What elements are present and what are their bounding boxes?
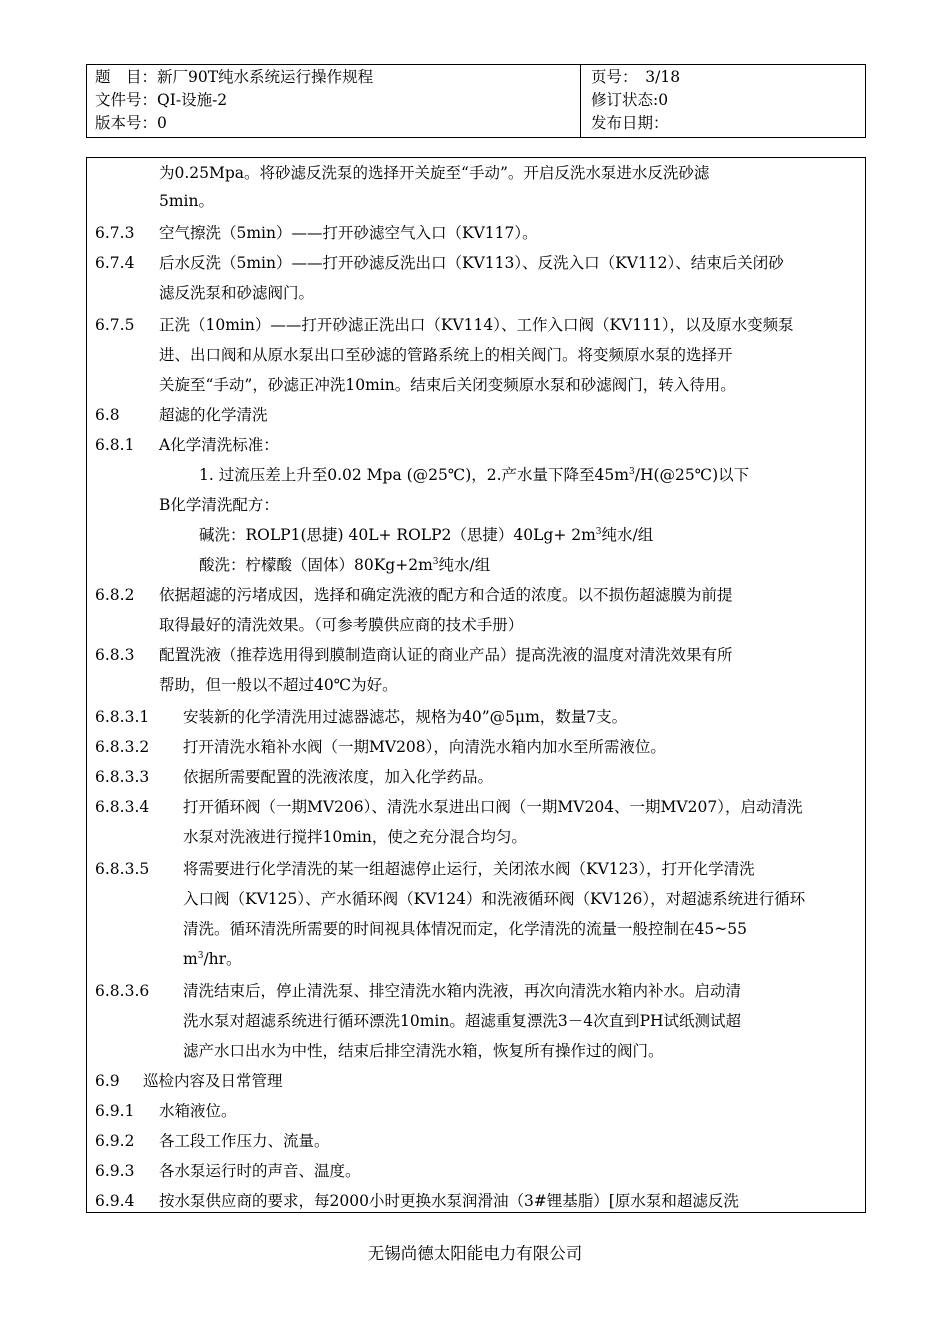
section-number: 6.9.2 bbox=[95, 1132, 135, 1150]
section-number: 6.9 bbox=[95, 1072, 120, 1090]
line-text: 水泵对洗液进行搅拌10min，使之充分混合均匀。 bbox=[183, 828, 527, 846]
line-text: B化学清洗配方： bbox=[159, 496, 279, 514]
line-text: 取得最好的清洗效果。（可参考膜供应商的技术手册） bbox=[159, 616, 524, 634]
section-number: 6.8.3.6 bbox=[95, 982, 150, 1000]
line-text: 各水泵运行时的声音、温度。 bbox=[159, 1162, 361, 1180]
doc-version: 版本号：0 bbox=[95, 114, 167, 132]
line-text: 帮助，但一般以不超过40℃为好。 bbox=[159, 676, 398, 694]
section-number: 6.8.1 bbox=[95, 436, 135, 454]
line-text: 滤产水口出水为中性，结束后排空清洗水箱，恢复所有操作过的阀门。 bbox=[183, 1042, 664, 1060]
section-number: 6.8.2 bbox=[95, 586, 135, 604]
header-divider bbox=[580, 65, 581, 137]
line-text: 打开清洗水箱补水阀（一期MV208），向清洗水箱内加水至所需液位。 bbox=[183, 738, 666, 756]
line-text: 巡检内容及日常管理 bbox=[143, 1072, 283, 1090]
line-text: 将需要进行化学清洗的某一组超滤停止运行，关闭浓水阀（KV123），打开化学清洗 bbox=[183, 860, 755, 878]
line-text: 进、出口阀和从原水泵出口至砂滤的管路系统上的相关阀门。将变频原水泵的选择开 bbox=[159, 346, 733, 364]
revision-status: 修订状态:0 bbox=[591, 91, 669, 109]
line-text: 清洗结束后，停止清洗泵、排空清洗水箱内洗液，再次向清洗水箱内补水。启动清 bbox=[183, 982, 742, 1000]
section-number: 6.8.3.4 bbox=[95, 798, 150, 816]
line-text: 按水泵供应商的要求，每2000小时更换水泵润滑油（3#锂基脂）[原水泵和超滤反洗 bbox=[159, 1192, 739, 1210]
line-text: 为0.25Mpa。将砂滤反洗泵的选择开关旋至“手动”。开启反洗水泵进水反洗砂滤 bbox=[159, 164, 710, 182]
line-text: 超滤的化学清洗 bbox=[159, 406, 268, 424]
line-text: 空气擦洗（5min）——打开砂滤空气入口（KV117）。 bbox=[159, 224, 538, 242]
section-number: 6.8 bbox=[95, 406, 120, 424]
line-text: 关旋至“手动”，砂滤正冲洗10min。结束后关闭变频原水泵和砂滤阀门，转入待用。 bbox=[159, 376, 736, 394]
section-number: 6.8.3 bbox=[95, 646, 135, 664]
company-footer: 无锡尚德太阳能电力有限公司 bbox=[367, 1244, 583, 1263]
content-box bbox=[86, 157, 866, 1213]
section-number: 6.9.3 bbox=[95, 1162, 135, 1180]
line-text: 配置洗液（推荐选用得到膜制造商认证的商业产品）提高洗液的温度对清洗效果有所 bbox=[159, 646, 733, 664]
section-number: 6.7.3 bbox=[95, 224, 135, 242]
doc-number: 文件号：QI-设施-2 bbox=[95, 91, 228, 109]
line-text: 5min。 bbox=[159, 192, 214, 210]
line-text: 各工段工作压力、流量。 bbox=[159, 1132, 330, 1150]
line-text: 碱洗：ROLP1(思捷) 40L+ ROLP2（思捷）$40Lg+ 2m^3$纯水/组 bbox=[199, 526, 654, 544]
release-date: 发布日期： bbox=[591, 114, 669, 132]
section-number: 6.8.3.1 bbox=[95, 708, 150, 726]
section-number: 6.8.3.2 bbox=[95, 738, 150, 756]
doc-title: 题 目：新厂90T纯水系统运行操作规程 bbox=[95, 68, 374, 86]
section-number: 6.7.4 bbox=[95, 254, 135, 272]
line-text: 入口阀（KV125）、产水循环阀（KV124）和洗液循环阀（KV126），对超滤系统进行循环 bbox=[183, 890, 806, 908]
line-text: 洗水泵对超滤系统进行循环漂洗10min。超滤重复漂洗3－4次直到PH试纸测试超 bbox=[183, 1012, 742, 1030]
line-text: 依据所需要配置的洗液浓度，加入化学药品。 bbox=[183, 768, 494, 786]
section-number: 6.9.1 bbox=[95, 1102, 135, 1120]
line-text: 正洗（10min）——打开砂滤正洗出口（KV114）、工作入口阀（KV111），以及原水变频泵 bbox=[159, 316, 794, 334]
line-text: 安装新的化学清洗用过滤器滤芯，规格为40”@5μm，数量7支。 bbox=[183, 708, 628, 726]
line-text: 水箱液位。 bbox=[159, 1102, 237, 1120]
section-number: 6.7.5 bbox=[95, 316, 135, 334]
document-header-table bbox=[86, 64, 866, 138]
line-text: 清洗。循环清洗所需要的时间视具体情况而定，化学清洗的流量一般控制在45~55 bbox=[183, 920, 747, 938]
section-number: 6.8.3.5 bbox=[95, 860, 150, 878]
line-text: 依据超滤的污堵成因，选择和确定洗液的配方和合适的浓度。以不损伤超滤膜为前提 bbox=[159, 586, 733, 604]
line-text: 滤反洗泵和砂滤阀门。 bbox=[159, 284, 315, 302]
line-text: 打开循环阀（一期MV206）、清洗水泵进出口阀（一期MV204、一期MV207），启动清洗 bbox=[183, 798, 803, 816]
line-text: A化学清洗标准： bbox=[159, 436, 279, 454]
line-text: 1. 过流压差上升至0.02 Mpa (@25℃)，2.产水量下降至$45m^3/H(@25℃)$以下 bbox=[199, 466, 750, 484]
section-number: 6.8.3.3 bbox=[95, 768, 150, 786]
line-text: 后水反洗（5min）——打开砂滤反洗出口（KV113）、反洗入口（KV112）、结束后关闭砂 bbox=[159, 254, 784, 272]
line-text: $m^3/hr$。 bbox=[183, 950, 242, 968]
section-number: 6.9.4 bbox=[95, 1192, 135, 1210]
line-text: 酸洗：柠檬酸（固体）$80Kg+2m^3$纯水/组 bbox=[199, 556, 491, 574]
page-number: 页号： 3/18 bbox=[591, 68, 681, 86]
